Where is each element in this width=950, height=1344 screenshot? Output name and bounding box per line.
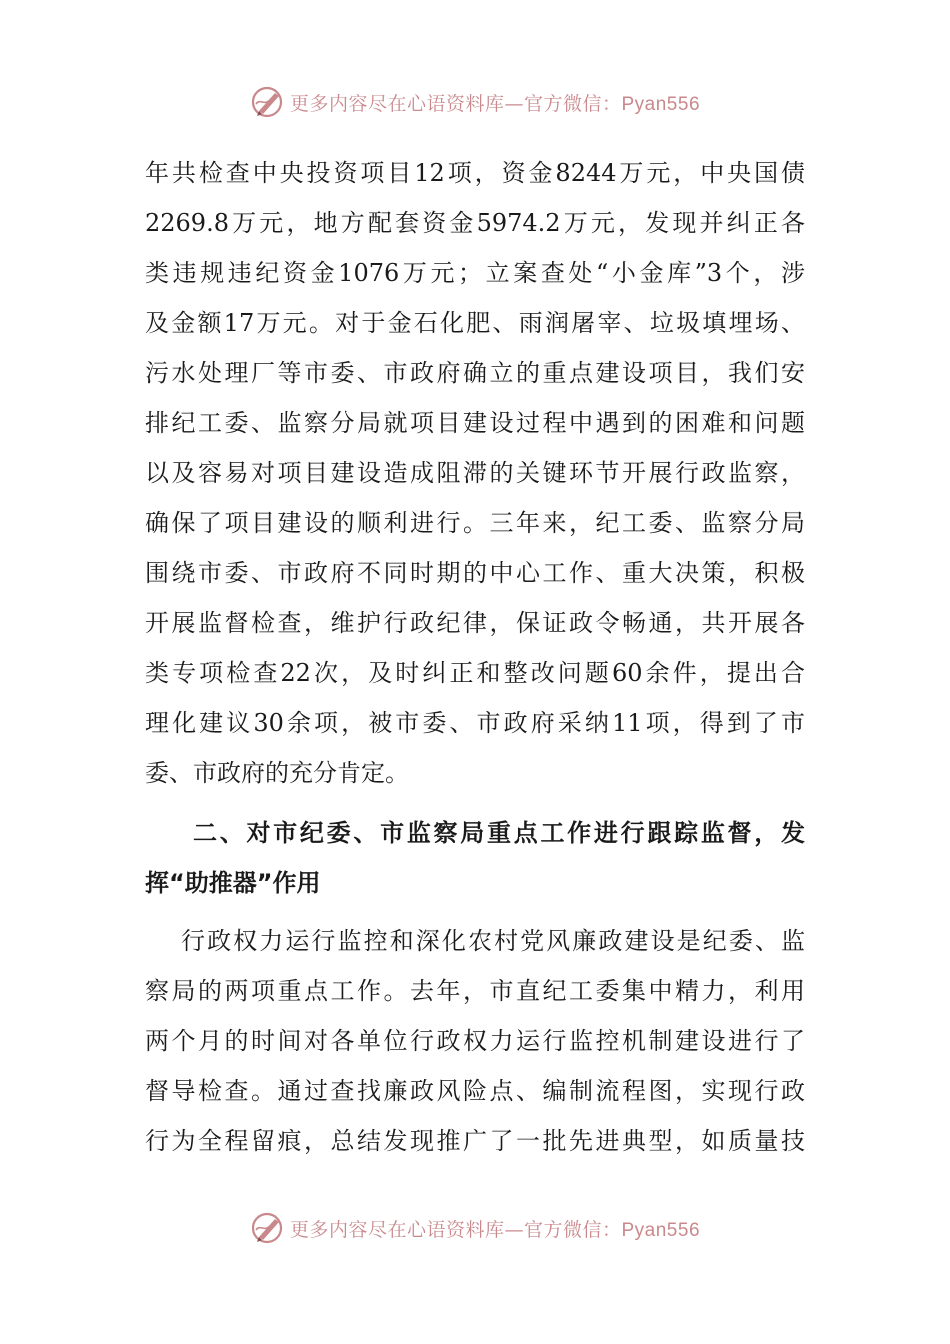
text-line: 行政权力运行监控和深化农村党风廉政建设是纪委、监 <box>181 927 805 955</box>
footer-watermark <box>0 1208 950 1248</box>
watermark-text <box>290 89 700 116</box>
document-body <box>145 148 805 1166</box>
text-line: 2269.8万元，地方配套资金5974.2万元，发现并纠正各 <box>145 209 805 237</box>
watermark-label: 更多内容尽在心语资料库—官方微信： <box>289 92 622 115</box>
text-line: 开展监督检查，维护行政纪律，保证政令畅通，共开展各 <box>145 609 805 637</box>
text-line: 确保了项目建设的顺利进行。三年来，纪工委、监察分局 <box>145 509 805 537</box>
pen-logo-icon <box>250 84 286 120</box>
wechat-id: Pyan556 <box>621 93 701 115</box>
text-line: 污水处理厂等市委、市政府确立的重点建设项目，我们安 <box>145 359 805 387</box>
section-heading-cont: 挥“助推器”作用 <box>145 869 321 897</box>
text-line: 排纪工委、监察分局就项目建设过程中遇到的困难和问题 <box>145 409 805 437</box>
text-line: 围绕市委、市政府不同时期的中心工作、重大决策，积极 <box>145 559 805 587</box>
text-line: 两个月的时间对各单位行政权力运行监控机制建设进行了 <box>145 1027 805 1055</box>
text-line: 察局的两项重点工作。去年，市直纪工委集中精力，利用 <box>145 977 805 1005</box>
text-line: 类违规违纪资金1076万元；立案查处“小金库”3个，涉 <box>145 259 805 287</box>
text-line: 理化建议30余项，被市委、市政府采纳11项，得到了市 <box>145 709 805 737</box>
watermark-text <box>290 1215 700 1242</box>
text-line: 年共检查中央投资项目12项，资金8244万元，中央国债 <box>145 159 805 187</box>
text-line: 督导检查。通过查找廉政风险点、编制流程图，实现行政 <box>145 1077 805 1105</box>
text-line: 类专项检查22次，及时纠正和整改问题60余件，提出合 <box>145 659 805 687</box>
watermark-label: 更多内容尽在心语资料库—官方微信： <box>289 1218 622 1241</box>
text-line: 以及容易对项目建设造成阻滞的关键环节开展行政监察， <box>145 459 805 487</box>
pen-logo-icon <box>250 1210 286 1246</box>
header-watermark <box>0 82 950 122</box>
wechat-id: Pyan556 <box>621 1219 701 1241</box>
text-line: 及金额17万元。对于金石化肥、雨润屠宰、垃圾填埋场、 <box>145 309 805 337</box>
section-heading: 二、对市纪委、市监察局重点工作进行跟踪监督，发 <box>193 819 805 847</box>
text-line: 行为全程留痕，总结发现推广了一批先进典型，如质量技 <box>145 1127 805 1155</box>
text-line: 委、市政府的充分肯定。 <box>145 759 409 787</box>
